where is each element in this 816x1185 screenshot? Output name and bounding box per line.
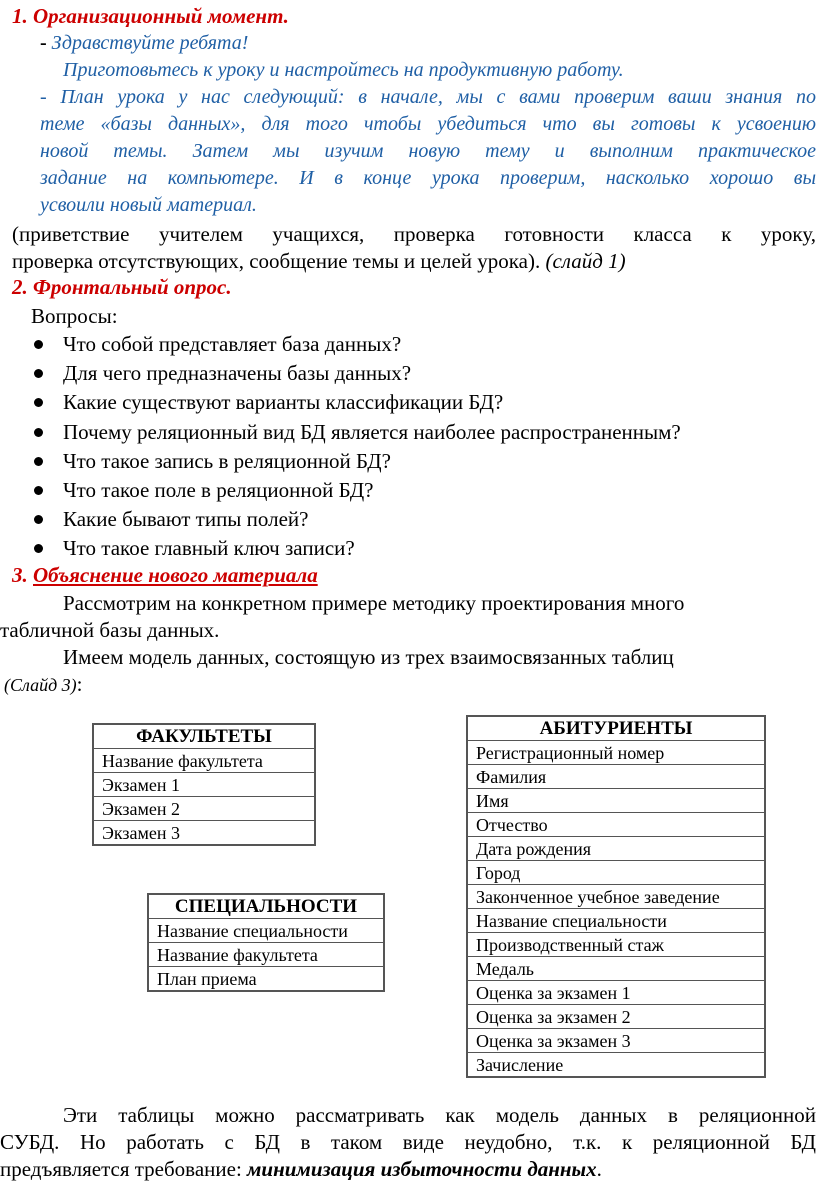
table-row: Имя xyxy=(467,789,765,813)
section-1-heading: 1. Организационный момент. xyxy=(12,4,289,28)
table-row: Зачисление xyxy=(467,1053,765,1078)
table-row: Производственный стаж xyxy=(467,933,765,957)
bullet-icon xyxy=(34,457,43,466)
table-header: СПЕЦИАЛЬНОСТИ xyxy=(148,894,384,919)
closing-line-3: предъявляется требование: минимизация избыточности данных. xyxy=(0,1157,602,1181)
bullet-icon xyxy=(34,428,43,437)
table-row: Название специальности xyxy=(148,919,384,943)
section-3-title: Объяснение нового материала xyxy=(33,563,318,587)
table-row: Медаль xyxy=(467,957,765,981)
table-row: Название факультета xyxy=(93,749,315,773)
note-line-2 xyxy=(12,248,626,274)
note-text: проверка отсутствующих, сообщение темы и целей урока). xyxy=(12,249,541,273)
table-row: Отчество xyxy=(467,813,765,837)
table-header: АБИТУРИЕНТЫ xyxy=(467,716,765,741)
faculties-table xyxy=(92,723,316,846)
list-item: Что собой представляет база данных? xyxy=(34,330,681,359)
closing-line-1: Эти таблицы можно рассматривать как модель данных в реляционной xyxy=(63,1103,816,1127)
bullet-icon xyxy=(34,544,43,553)
bullet-icon xyxy=(34,340,43,349)
para1-line-2: табличной базы данных. xyxy=(0,618,220,642)
table-row: Название специальности xyxy=(467,909,765,933)
bullet-icon xyxy=(34,486,43,495)
greeting: Здравствуйте ребята! xyxy=(46,32,249,54)
questions-label: Вопросы: xyxy=(31,304,118,328)
para1-line-1: Рассмотрим на конкретном примере методику проектирования много xyxy=(63,591,685,615)
para2-line-2: (Слайд 3): xyxy=(4,672,83,696)
plan-line-2: теме «базы данных», для того чтобы убедиться что вы готовы к усвоению xyxy=(40,113,816,135)
table-header: ФАКУЛЬТЕТЫ xyxy=(93,724,315,749)
table-row: Фамилия xyxy=(467,765,765,789)
table-row: План приема xyxy=(148,967,384,992)
section-3-heading xyxy=(12,563,318,588)
table-row: Город xyxy=(467,861,765,885)
table-row: Регистрационный номер xyxy=(467,741,765,765)
questions-list xyxy=(34,330,681,564)
table-row: Законченное учебное заведение xyxy=(467,885,765,909)
note-line-1: (приветствие учителем учащихся, проверка готовности класса к уроку, xyxy=(12,222,816,246)
slide-1-ref: (слайд 1) xyxy=(545,249,626,273)
applicants-table xyxy=(466,715,766,1078)
table-row: Экзамен 1 xyxy=(93,773,315,797)
table-row: Экзамен 2 xyxy=(93,797,315,821)
prepare-line: Приготовьтесь к уроку и настройтесь на продуктивную работу. xyxy=(63,59,624,81)
table-row: Оценка за экзамен 3 xyxy=(467,1029,765,1053)
greeting-line xyxy=(40,30,248,56)
table-row: Дата рождения xyxy=(467,837,765,861)
list-item: Какие бывают типы полей? xyxy=(34,505,681,534)
list-item: Что такое поле в реляционной БД? xyxy=(34,476,681,505)
specialties-table xyxy=(147,893,385,992)
table-row: Название факультета xyxy=(148,943,384,967)
plan-line-5: усвоили новый материал. xyxy=(40,194,257,216)
para2-line-1: Имеем модель данных, состоящую из трех взаимосвязанных таблиц xyxy=(63,645,674,669)
table-row: Оценка за экзамен 1 xyxy=(467,981,765,1005)
list-item: Почему реляционный вид БД является наиболее распространенным? xyxy=(34,418,681,447)
list-item: Что такое запись в реляционной БД? xyxy=(34,447,681,476)
bullet-icon xyxy=(34,515,43,524)
table-row: Оценка за экзамен 2 xyxy=(467,1005,765,1029)
plan-line-4: задание на компьютере. И в конце урока проверим, насколько хорошо вы xyxy=(40,167,816,189)
dash: - xyxy=(40,32,47,54)
slide-3-ref: (Слайд 3) xyxy=(4,675,77,695)
closing-line-2: СУБД. Но работать с БД в таком виде неудобно, т.к. к реляционной БД xyxy=(0,1130,816,1154)
bullet-icon xyxy=(34,369,43,378)
section-2-heading: 2. Фронтальный опрос. xyxy=(12,275,232,299)
section-3-number: 3. xyxy=(12,563,33,587)
list-item: Какие существуют варианты классификации БД? xyxy=(34,388,681,417)
bullet-icon xyxy=(34,398,43,407)
emphasis-text: минимизация избыточности данных xyxy=(247,1157,597,1181)
plan-line-1: - План урока у нас следующий: в начале, мы с вами проверим ваши знания по xyxy=(40,86,816,108)
plan-line-3: новой темы. Затем мы изучим новую тему и выполним практическое xyxy=(40,140,816,162)
table-row: Экзамен 3 xyxy=(93,821,315,846)
list-item: Что такое главный ключ записи? xyxy=(34,534,681,563)
list-item: Для чего предназначены базы данных? xyxy=(34,359,681,388)
